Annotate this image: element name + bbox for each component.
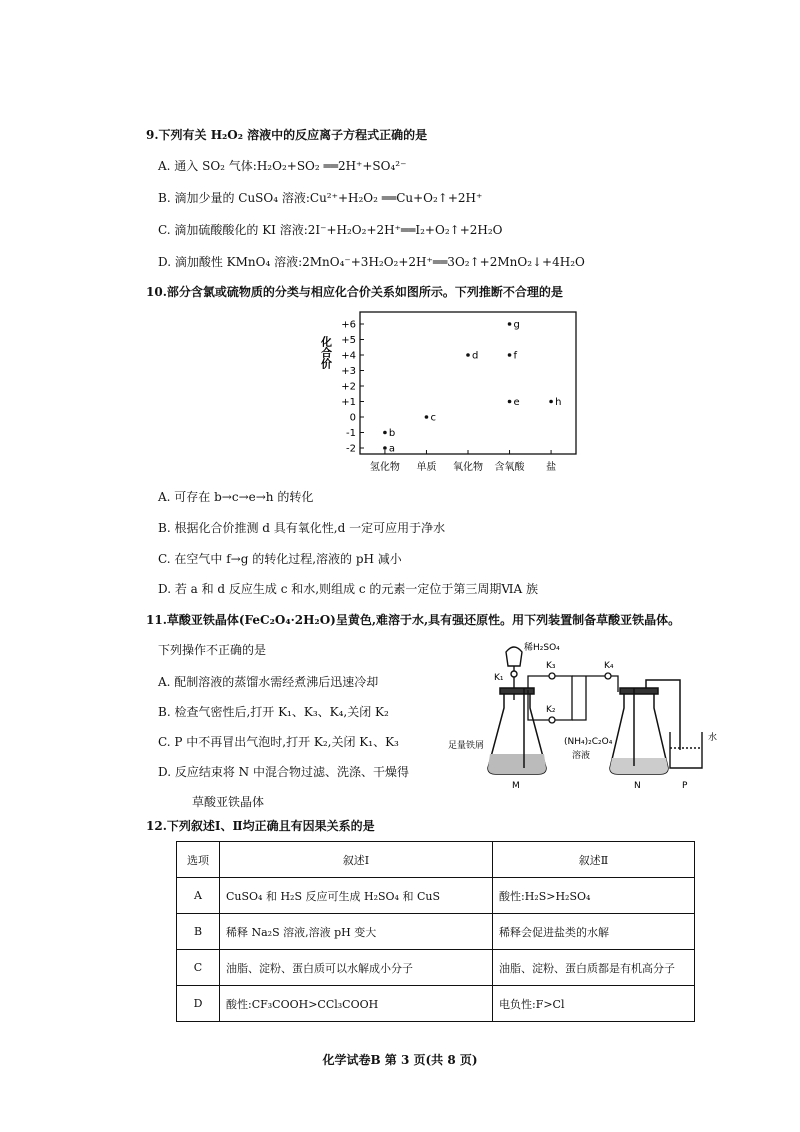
table-row [177, 914, 695, 950]
page-footer: 化学试卷B 第 3 页(共 8 页) [322, 1053, 478, 1067]
chart-point-label: d [472, 350, 479, 362]
chart-point-label: g [513, 319, 520, 331]
row-statement-2: 酸性:H₂S>H₂SO₄ [493, 878, 695, 914]
chart-point-h [549, 400, 553, 404]
q11-option-b: B. 检查气密性后,打开 K₁、K₃、K₄,关闭 K₂ [158, 705, 389, 719]
label-water: 水 [708, 733, 718, 743]
y-tick-label: +6 [341, 319, 356, 331]
row-statement-1: 酸性:CF₃COOH>CCl₃COOH [220, 986, 493, 1022]
q9-option-a: A. 通入 SO₂ 气体:H₂O₂+SO₂ ══2H⁺+SO₄²⁻ [158, 159, 407, 173]
chart-point-g [508, 322, 512, 326]
label-oxalate: (NH₄)₂C₂O₄ [564, 737, 613, 747]
q10-stem: 10.部分含氯或硫物质的分类与相应化合价关系如图所示。下列推断不合理的是 [146, 285, 563, 299]
q10-option-c: C. 在空气中 f→g 的转化过程,溶液的 pH 减小 [158, 552, 402, 566]
row-option: D [177, 986, 220, 1022]
y-tick-label: -2 [346, 443, 356, 455]
label-acid: 稀H₂SO₄ [524, 643, 560, 653]
chart-point-label: f [513, 350, 518, 362]
label-k1: K₁ [494, 673, 504, 683]
q11-stem: 11.草酸亚铁晶体(FeC₂O₄·2H₂O)呈黄色,难溶于水,具有强还原性。用下列装置制备草酸亚铁晶体。 [146, 613, 681, 627]
header-statement-2: 叙述Ⅱ [493, 842, 695, 878]
x-tick-label: 盐 [546, 462, 557, 473]
chart-ylabel: 化合价 [319, 336, 333, 369]
flask-m [488, 688, 546, 774]
row-statement-1: 稀释 Na₂S 溶液,溶液 pH 变大 [220, 914, 493, 950]
apparatus-diagram [448, 640, 738, 791]
row-option: A [177, 878, 220, 914]
row-statement-1: CuSO₄ 和 H₂S 反应可生成 H₂SO₄ 和 CuS [220, 878, 493, 914]
row-statement-2: 油脂、淀粉、蛋白质都是有机高分子 [493, 950, 695, 986]
x-tick-label: 氧化物 [453, 462, 483, 473]
chart-point-label: h [555, 397, 562, 408]
chart-point-d [466, 353, 470, 357]
chart-point-label: b [388, 428, 396, 439]
q11-option-a: A. 配制溶液的蒸馏水需经煮沸后迅速冷却 [158, 675, 379, 689]
q9-option-c: C. 滴加硫酸酸化的 KI 溶液:2I⁻+H₂O₂+2H⁺══I₂+O₂↑+2H₂O [158, 223, 503, 237]
chart-point-b [383, 431, 387, 435]
label-iron: 足量铁屑 [448, 741, 485, 751]
connecting-tubes [528, 673, 618, 723]
chart-point-e [508, 400, 512, 404]
y-tick-label: +3 [341, 366, 356, 377]
q12-stem: 12.下列叙述Ⅰ、Ⅱ均正确且有因果关系的是 [146, 819, 375, 833]
row-option: C [177, 950, 220, 986]
header-option: 选项 [177, 842, 220, 878]
row-option: B [177, 914, 220, 950]
label-k4: K₄ [604, 661, 614, 671]
q10-option-b: B. 根据化合价推测 d 具有氧化性,d 一定可应用于净水 [158, 521, 446, 535]
x-tick-label: 单质 [416, 462, 437, 473]
q11-option-c: C. P 中不再冒出气泡时,打开 K₂,关闭 K₁、K₃ [158, 735, 399, 749]
chart-point-c [425, 415, 429, 419]
row-statement-1: 油脂、淀粉、蛋白质可以水解成小分子 [220, 950, 493, 986]
row-statement-2: 电负性:F>Cl [493, 986, 695, 1022]
q11-option-d-cont: 草酸亚铁晶体 [192, 795, 265, 809]
chart-point-a [383, 446, 387, 450]
table-row [177, 950, 695, 986]
table-header-row [177, 842, 695, 878]
table-row [177, 986, 695, 1022]
chart-point-f [508, 353, 512, 357]
label-k2: K₂ [546, 705, 556, 715]
table-row [177, 878, 695, 914]
chart-point-label: e [513, 397, 520, 408]
q12-table [176, 841, 695, 1022]
y-tick-label: -1 [346, 428, 356, 439]
q11-sub-stem: 下列操作不正确的是 [158, 643, 267, 657]
q10-option-a: A. 可存在 b→c→e→h 的转化 [158, 490, 314, 504]
q11-option-d: D. 反应结束将 N 中混合物过滤、洗涤、干燥得 [158, 765, 409, 779]
valence-chart [318, 306, 588, 482]
label-k3: K₃ [546, 661, 556, 671]
label-n: N [634, 781, 641, 791]
y-tick-label: +5 [341, 335, 356, 346]
label-solution: 溶液 [572, 751, 591, 761]
chart-points [383, 320, 561, 455]
label-p: P [682, 781, 688, 791]
y-tick-label: 0 [349, 412, 356, 424]
y-tick-label: +1 [341, 397, 356, 408]
q9-option-d: D. 滴加酸性 KMnO₄ 溶液:2MnO₄⁻+3H₂O₂+2H⁺══3O₂↑+2MnO₂↓+4H₂O [158, 255, 585, 269]
label-m: M [512, 781, 520, 791]
q9-option-b: B. 滴加少量的 CuSO₄ 溶液:Cu²⁺+H₂O₂ ══Cu+O₂↑+2H⁺ [158, 191, 483, 205]
beaker-p [670, 732, 702, 768]
chart-point-label: a [388, 443, 396, 455]
x-tick-label: 含氧酸 [494, 462, 525, 473]
row-statement-2: 稀释会促进盐类的水解 [493, 914, 695, 950]
q10-option-d: D. 若 a 和 d 反应生成 c 和水,则组成 c 的元素一定位于第三周期ⅥA 族 [158, 582, 538, 596]
header-statement-1: 叙述Ⅰ [220, 842, 493, 878]
y-tick-label: +4 [341, 350, 356, 362]
q9-stem: 9.下列有关 H₂O₂ 溶液中的反应离子方程式正确的是 [146, 128, 428, 142]
x-tick-label: 氢化物 [369, 462, 400, 473]
y-tick-label: +2 [341, 381, 356, 393]
chart-point-label: c [430, 412, 436, 424]
